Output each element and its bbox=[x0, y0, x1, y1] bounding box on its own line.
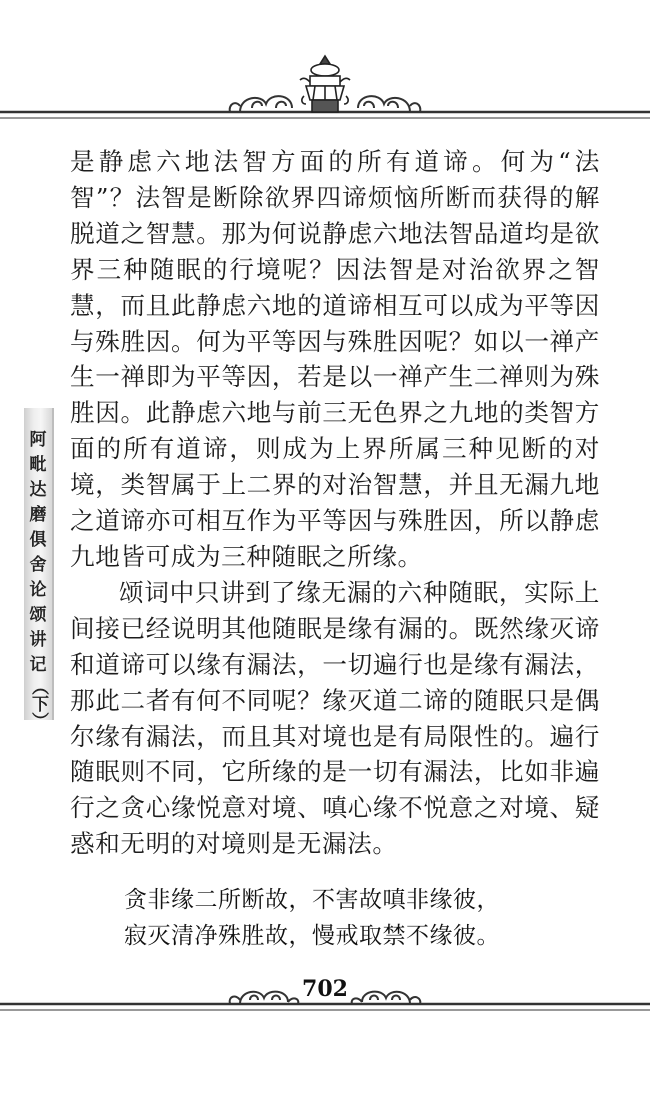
spine-char: 舍 bbox=[29, 555, 47, 575]
spine-char: 俱 bbox=[29, 530, 47, 550]
book-title-spine bbox=[24, 408, 54, 729]
page-number: 702 bbox=[302, 976, 348, 1002]
spine-char: 毗 bbox=[29, 455, 47, 475]
verse-line: 寂灭清净殊胜故，慢戒取禁不缘彼。 bbox=[124, 923, 500, 949]
spine-char: 达 bbox=[29, 480, 47, 500]
spine-char: 阿 bbox=[29, 430, 47, 450]
body-paragraph: 颂词中只讲到了缘无漏的六种随眠，实际上间接已经说明其他随眠是缘有漏的。既然缘灭谛和道谛可以缘有漏法，一切遍行也是缘有漏法，那此二者有何不同呢？缘灭道二谛的随眠只是偶尔缘有漏法，而且其对境也是有局限性的。遍行随眠则不同，它所缘的是一切有漏法，比如非遍行之贪心缘悦意对境、嗔心缘不悦意之对境、疑惑和无明的对境则是无漏法。 bbox=[70, 577, 600, 859]
spine-char: 磨 bbox=[29, 505, 47, 525]
page-body bbox=[70, 144, 600, 862]
header-ornament bbox=[0, 0, 650, 140]
verse-line: 贪非缘二所断故，不害故嗔非缘彼， bbox=[124, 887, 500, 913]
spine-char: 讲 bbox=[29, 630, 47, 650]
header-ornament-graphic bbox=[0, 0, 650, 140]
spine-char: 颂 bbox=[29, 605, 47, 625]
body-paragraph: 是静虑六地法智方面的所有道谛。何为“法智”？法智是断除欲界四谛烦恼所断而获得的解脱道之智慧。那为何说静虑六地法智品道均是欲界三种随眠的行境呢？因法智是对治欲界之智慧，而且此静虑六地的道谛相互可以成为平等因与殊胜因。何为平等因与殊胜因呢？如以一禅产生一禅即为平等因，若是以一禅产生二禅则为殊胜因。此静虑六地与前三无色界之九地的类智方面的所有道谛，则成为上界所属三种见断的对境，类智属于上二界的对治智慧，并且无漏九地之道谛亦可相互作为平等因与殊胜因，所以静虑九地皆可成为三种随眠之所缘。 bbox=[70, 147, 600, 571]
spine-volume-label: （下） bbox=[28, 678, 48, 729]
spine-char: 论 bbox=[29, 580, 47, 600]
spine-char: 记 bbox=[29, 655, 47, 675]
